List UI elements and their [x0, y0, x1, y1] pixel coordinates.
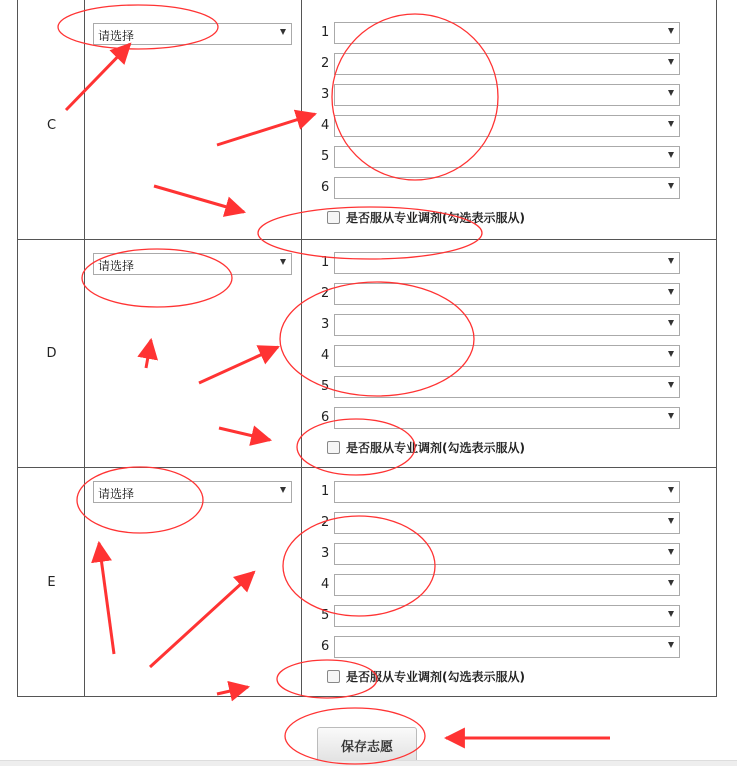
chevron-down-icon [668, 487, 674, 493]
choice-number: 6 [321, 410, 330, 425]
category-select-c[interactable] [93, 23, 292, 45]
category-select-e[interactable] [93, 481, 292, 503]
choice-number: 1 [321, 25, 330, 40]
choice-number: 6 [321, 180, 330, 195]
row-label-e: E [47, 575, 56, 590]
major-select-d-4[interactable] [334, 345, 680, 367]
choice-number: 6 [321, 639, 330, 654]
select-value: 请选择 [98, 29, 135, 43]
choice-number: 4 [321, 118, 330, 133]
major-select-d-1[interactable] [334, 252, 680, 274]
major-select-e-5[interactable] [334, 605, 680, 627]
adjust-label: 是否服从专业调剂(勾选表示服从) [346, 669, 525, 684]
adjust-checkbox[interactable] [327, 211, 340, 224]
save-button[interactable]: 保存志愿 [317, 727, 417, 763]
chevron-down-icon [668, 59, 674, 65]
adjust-checkbox[interactable] [327, 670, 340, 683]
chevron-down-icon [668, 320, 674, 326]
choice-number: 1 [321, 484, 330, 499]
chevron-down-icon [668, 518, 674, 524]
chevron-down-icon [668, 258, 674, 264]
row-label-c: C [46, 118, 57, 133]
major-select-c-3[interactable] [334, 84, 680, 106]
bottom-scroll-edge [0, 760, 737, 766]
major-select-d-5[interactable] [334, 376, 680, 398]
major-select-e-6[interactable] [334, 636, 680, 658]
major-select-e-4[interactable] [334, 574, 680, 596]
select-value: 请选择 [98, 487, 135, 501]
chevron-down-icon [668, 642, 674, 648]
chevron-down-icon [668, 121, 674, 127]
chevron-down-icon [280, 487, 286, 493]
chevron-down-icon [668, 611, 674, 617]
category-select-d[interactable] [93, 253, 292, 275]
chevron-down-icon [668, 90, 674, 96]
choice-number: 4 [321, 577, 330, 592]
chevron-down-icon [668, 289, 674, 295]
column-divider [301, 0, 302, 696]
major-select-d-3[interactable] [334, 314, 680, 336]
chevron-down-icon [668, 382, 674, 388]
major-select-e-1[interactable] [334, 481, 680, 503]
adjust-label: 是否服从专业调剂(勾选表示服从) [346, 440, 525, 455]
select-value: 请选择 [98, 259, 135, 273]
choice-number: 2 [321, 515, 330, 530]
major-select-e-2[interactable] [334, 512, 680, 534]
major-select-c-4[interactable] [334, 115, 680, 137]
choice-number: 5 [321, 379, 330, 394]
adjust-label: 是否服从专业调剂(勾选表示服从) [346, 210, 525, 225]
choice-number: 5 [321, 149, 330, 164]
major-select-d-2[interactable] [334, 283, 680, 305]
chevron-down-icon [668, 413, 674, 419]
major-select-c-6[interactable] [334, 177, 680, 199]
row-label-d: D [46, 346, 57, 361]
chevron-down-icon [280, 259, 286, 265]
major-select-d-6[interactable] [334, 407, 680, 429]
choice-number: 3 [321, 87, 330, 102]
chevron-down-icon [668, 152, 674, 158]
choice-number: 5 [321, 608, 330, 623]
row-divider [18, 467, 716, 468]
adjust-option-e[interactable] [327, 668, 525, 684]
choice-number: 3 [321, 317, 330, 332]
chevron-down-icon [668, 351, 674, 357]
chevron-down-icon [668, 580, 674, 586]
row-divider [18, 239, 716, 240]
chevron-down-icon [668, 549, 674, 555]
choice-number: 2 [321, 56, 330, 71]
adjust-option-c[interactable] [327, 209, 525, 225]
chevron-down-icon [280, 29, 286, 35]
major-select-c-1[interactable] [334, 22, 680, 44]
adjust-checkbox[interactable] [327, 441, 340, 454]
chevron-down-icon [668, 183, 674, 189]
choice-number: 2 [321, 286, 330, 301]
choice-number: 4 [321, 348, 330, 363]
major-select-c-2[interactable] [334, 53, 680, 75]
adjust-option-d[interactable] [327, 439, 525, 455]
choice-number: 3 [321, 546, 330, 561]
major-select-c-5[interactable] [334, 146, 680, 168]
major-select-e-3[interactable] [334, 543, 680, 565]
choice-number: 1 [321, 255, 330, 270]
chevron-down-icon [668, 28, 674, 34]
